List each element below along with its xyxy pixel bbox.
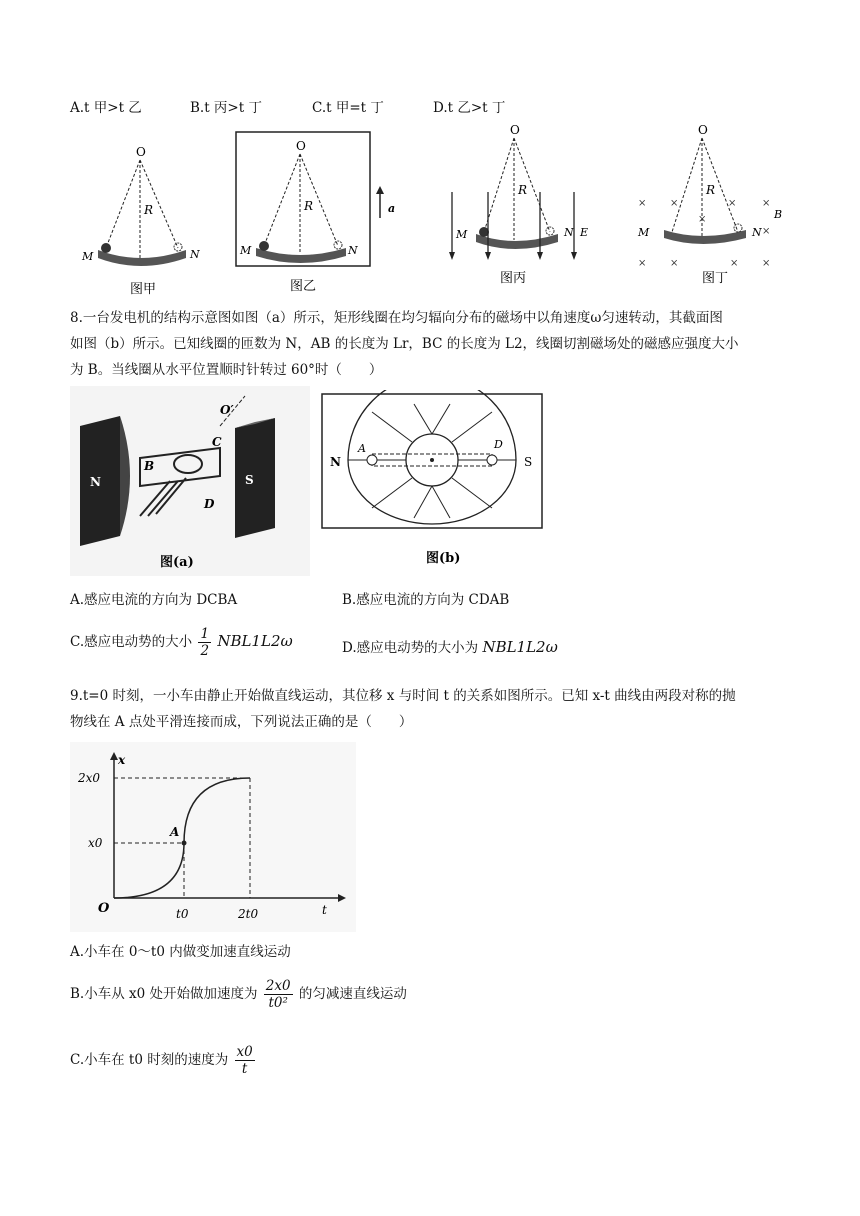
q7-option-c: C.t 甲=t 丁 bbox=[312, 100, 384, 116]
q9-option-a: A.小车在 0～t0 内做变加速直线运动 bbox=[70, 944, 291, 960]
fraction-den: t0² bbox=[268, 995, 288, 1011]
q9-stem-line2: 物线在 A 点处平滑连接而成，下列说法正确的是（ ） bbox=[70, 714, 413, 730]
fraction-den: t bbox=[241, 1061, 248, 1077]
label-n: N bbox=[564, 226, 574, 239]
q8-option-c bbox=[70, 626, 293, 659]
label-m: M bbox=[638, 226, 650, 239]
svg-text:×: × bbox=[638, 198, 647, 209]
label-o: O bbox=[510, 123, 520, 137]
q7-figure-jia bbox=[78, 140, 203, 300]
svg-text:×: × bbox=[728, 198, 737, 209]
y-tick-2x0: 2x0 bbox=[78, 771, 101, 785]
label-a: A bbox=[358, 442, 366, 455]
fraction-den: 2 bbox=[200, 643, 210, 659]
x-tick-2t0: 2t0 bbox=[238, 907, 259, 921]
caption-ding: 图丁 bbox=[702, 271, 729, 286]
caption-jia: 图甲 bbox=[130, 282, 157, 297]
label-r: R bbox=[518, 183, 528, 197]
label-o-prime: O′ bbox=[220, 403, 234, 417]
q9-option-b-post: 的匀减速直线运动 bbox=[298, 986, 407, 1002]
q7-figure-ding bbox=[630, 122, 790, 287]
q7-option-d: D.t 乙>t 丁 bbox=[433, 100, 506, 116]
label-r: R bbox=[144, 203, 154, 217]
label-r: R bbox=[304, 199, 314, 213]
svg-text:×: × bbox=[762, 226, 771, 237]
y-axis-label: x bbox=[118, 753, 126, 767]
q8-stem-line1: 8.一台发电机的结构示意图如图（a）所示，矩形线圈在均匀辐向分布的磁场中以角速度ω匀速转动，其截面图 bbox=[70, 310, 723, 326]
q8-option-d-text: D.感应电动势的大小为 bbox=[342, 640, 479, 656]
label-s-pole: S bbox=[524, 455, 533, 469]
q8-option-d bbox=[342, 636, 558, 656]
label-o: O bbox=[698, 123, 708, 137]
label-n: N bbox=[752, 226, 762, 239]
q9-option-b-fraction bbox=[264, 978, 293, 1011]
q8-option-c-expr: NBL1L2ω bbox=[217, 632, 293, 650]
q7-option-a: A.t 甲>t 乙 bbox=[70, 100, 142, 116]
svg-text:×: × bbox=[670, 258, 679, 269]
label-o: O bbox=[296, 139, 306, 153]
label-n-pole: N bbox=[330, 455, 341, 469]
fraction-num: 1 bbox=[200, 626, 210, 642]
label-e: E bbox=[580, 226, 589, 239]
origin-label: O bbox=[98, 901, 110, 916]
x-tick-t0: t0 bbox=[176, 907, 189, 921]
caption-yi: 图乙 bbox=[290, 279, 317, 294]
q9-option-b-pre: B.小车从 x0 处开始做加速度为 bbox=[70, 986, 258, 1002]
svg-text:×: × bbox=[670, 198, 679, 209]
label-b: B bbox=[144, 459, 155, 473]
label-s-pole: S bbox=[245, 473, 254, 487]
q8-option-a: A.感应电流的方向为 DCBA bbox=[70, 592, 238, 608]
point-a-label: A bbox=[170, 825, 180, 839]
q7-option-b: B.t 丙>t 丁 bbox=[190, 100, 262, 116]
q8-option-b: B.感应电流的方向为 CDAB bbox=[342, 592, 510, 608]
q7-figure-bing bbox=[446, 122, 606, 292]
label-m: M bbox=[240, 244, 252, 257]
q7-figure-yi bbox=[232, 128, 402, 298]
q9-option-c-fraction bbox=[235, 1044, 255, 1077]
q9-xt-graph bbox=[70, 742, 356, 932]
label-a: a bbox=[388, 202, 396, 215]
label-r: R bbox=[706, 183, 716, 197]
q8-option-d-expr: NBL1L2ω bbox=[482, 638, 558, 656]
fraction-num: 2x0 bbox=[265, 978, 291, 994]
q9-stem-line1: 9.t=0 时刻，一小车由静止开始做直线运动，其位移 x 与时间 t 的关系如图所示。已知 x-t 曲线由两段对称的抛 bbox=[70, 688, 736, 704]
label-d: D bbox=[204, 497, 215, 511]
q8-stem-line3: 为 B。当线圈从水平位置顺时针转过 60°时（ ） bbox=[70, 362, 383, 378]
x-axis-label: t bbox=[322, 903, 327, 917]
label-m: M bbox=[456, 228, 468, 241]
svg-text:×: × bbox=[698, 214, 707, 225]
svg-text:×: × bbox=[762, 198, 771, 209]
q8-figure-b bbox=[318, 390, 548, 576]
q8-stem-line2: 如图（b）所示。已知线圈的匝数为 N，AB 的长度为 Lr，BC 的长度为 L2，线圈切割磁场处的磁感应强度大小 bbox=[70, 336, 739, 352]
label-b: B bbox=[774, 208, 783, 221]
y-tick-x0: x0 bbox=[88, 836, 103, 850]
q8-figure-a bbox=[70, 386, 310, 576]
label-c: C bbox=[212, 435, 222, 449]
caption-a: 图(a) bbox=[160, 555, 194, 570]
q8-option-c-fraction bbox=[198, 626, 211, 659]
q9-option-c bbox=[70, 1044, 257, 1077]
fraction-num: x0 bbox=[236, 1044, 253, 1060]
svg-text:×: × bbox=[730, 258, 739, 269]
label-n: N bbox=[190, 248, 200, 261]
q9-option-c-pre: C.小车在 t0 时刻的速度为 bbox=[70, 1052, 229, 1068]
caption-bing: 图丙 bbox=[500, 271, 527, 286]
svg-text:×: × bbox=[638, 258, 647, 269]
q8-option-c-text: C.感应电动势的大小 bbox=[70, 634, 193, 650]
label-n: N bbox=[348, 244, 358, 257]
label-d: D bbox=[494, 438, 503, 451]
caption-b: 图(b) bbox=[426, 551, 461, 566]
q9-option-b bbox=[70, 978, 407, 1011]
svg-text:×: × bbox=[762, 258, 771, 269]
label-n-pole: N bbox=[90, 475, 101, 489]
label-o: O bbox=[136, 145, 146, 159]
label-m: M bbox=[82, 250, 94, 263]
